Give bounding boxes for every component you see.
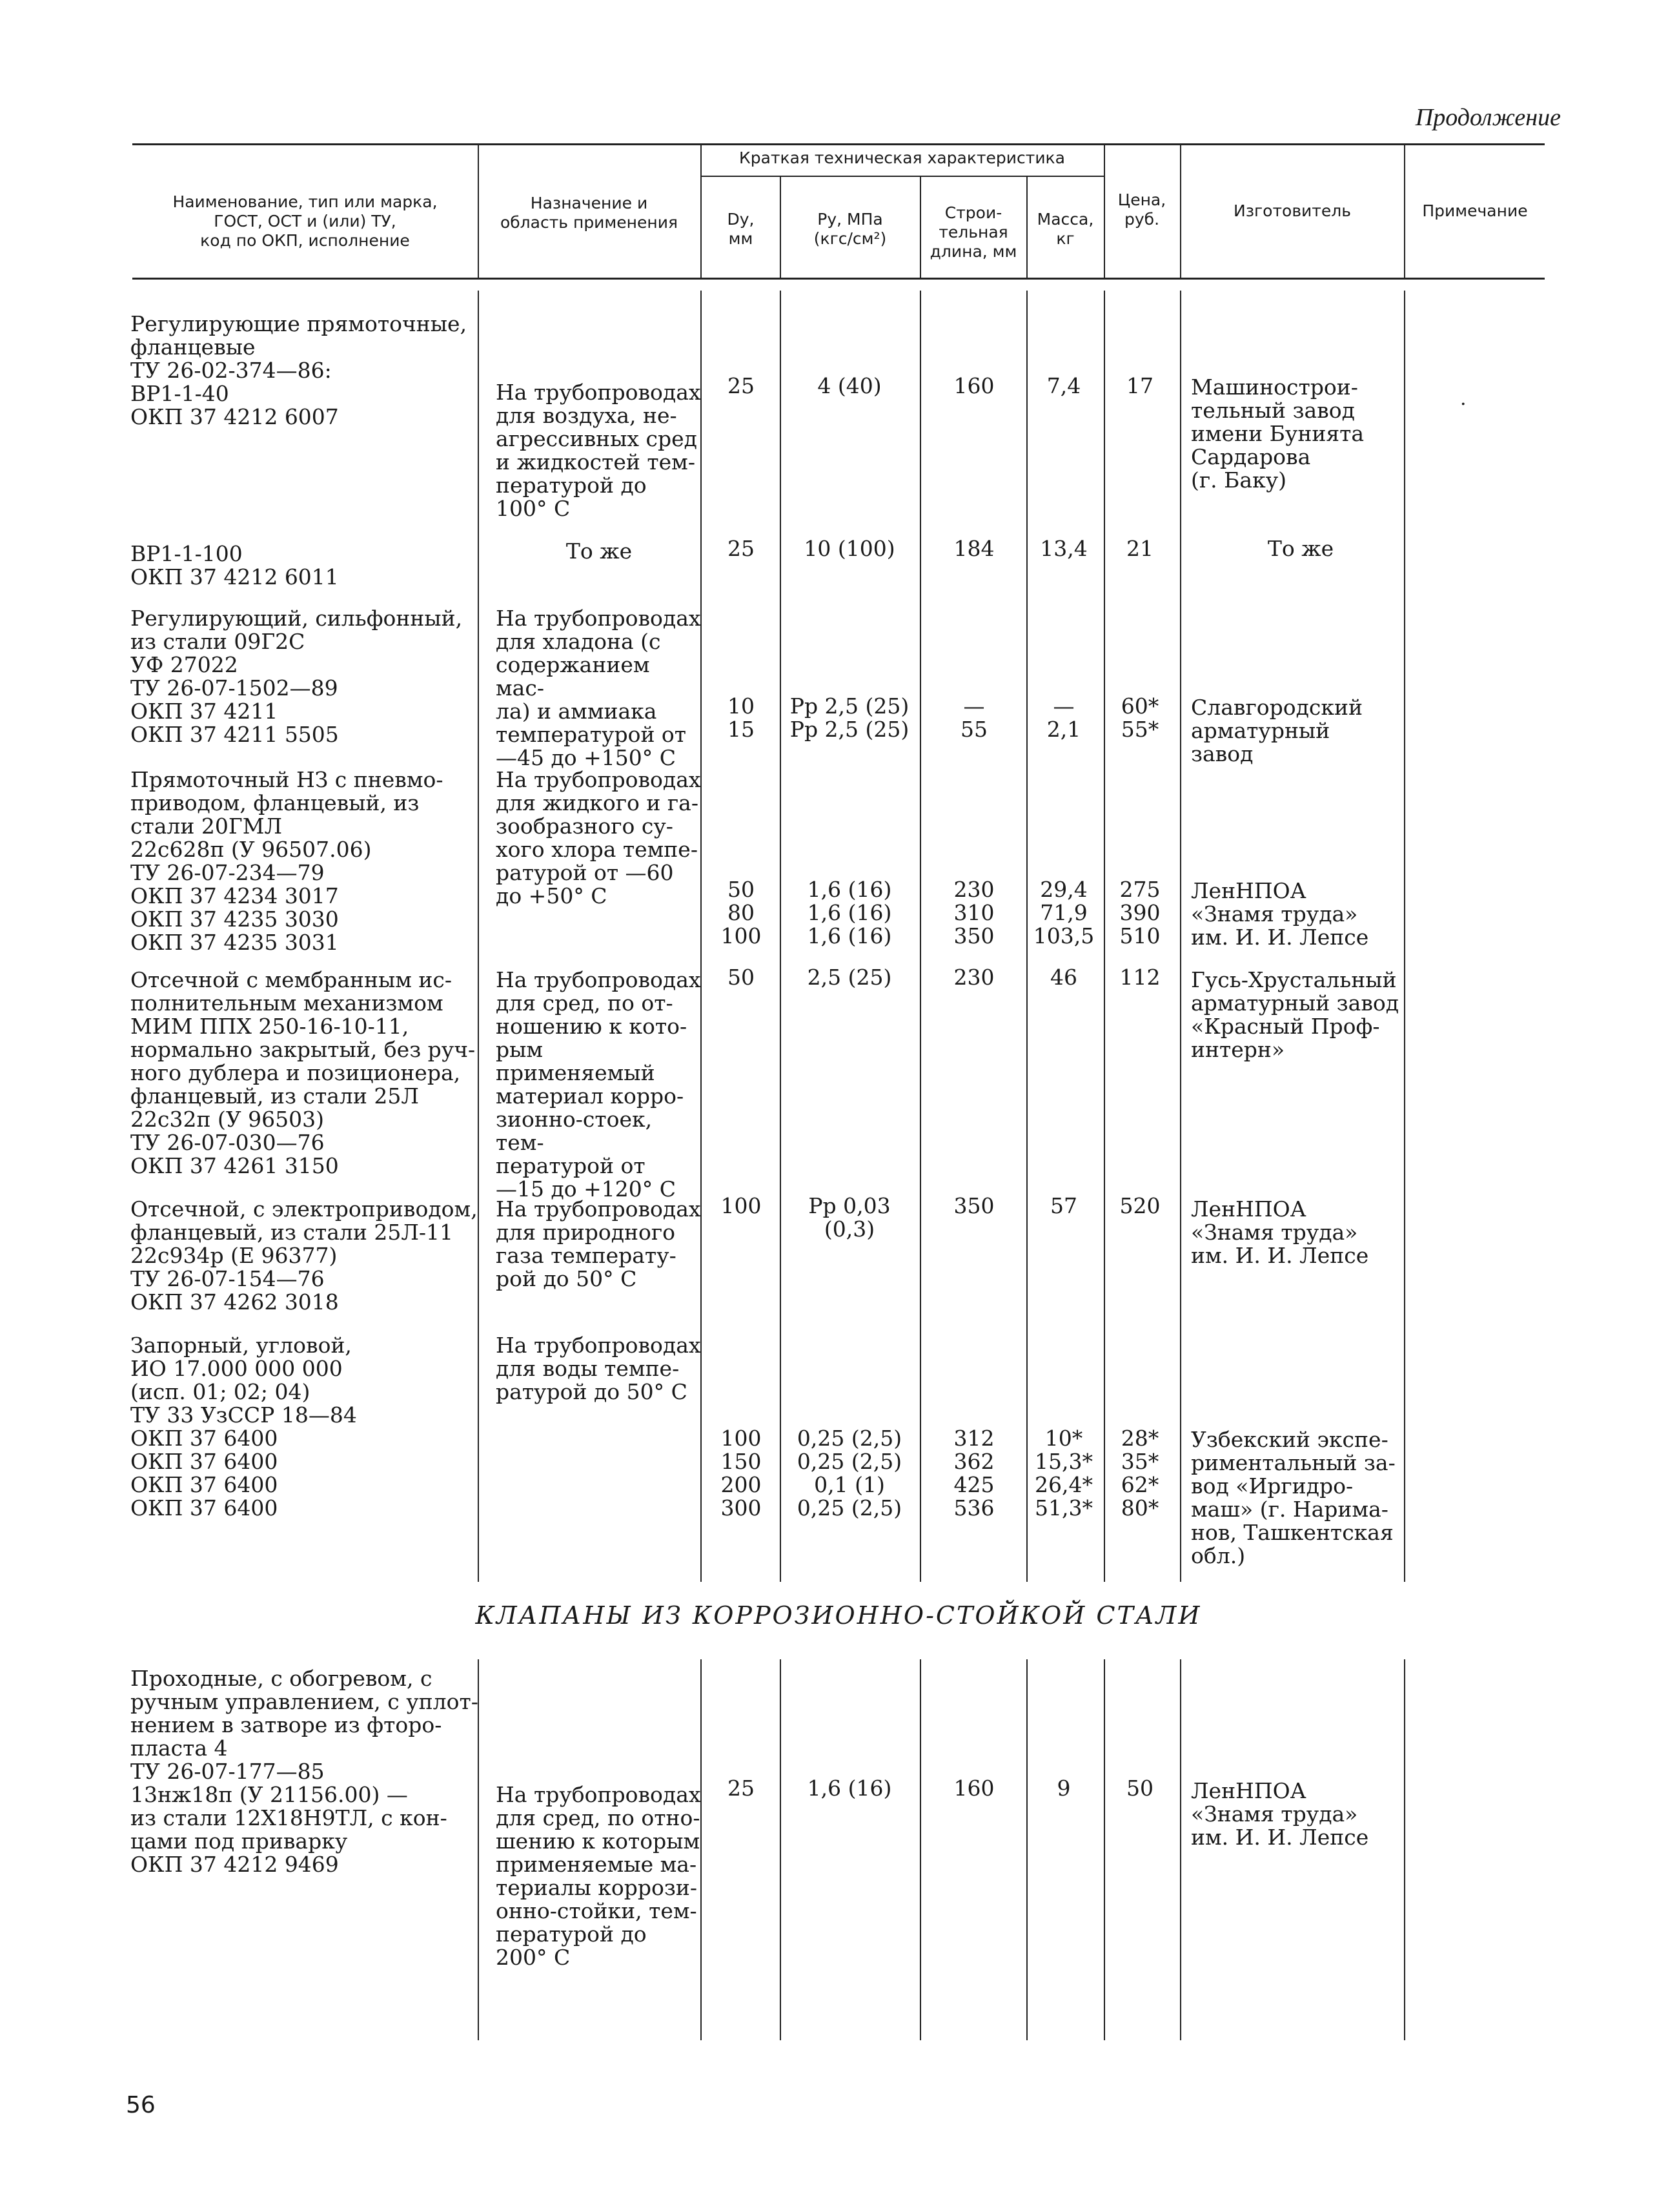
row-py: 2,5 (25) [807, 965, 892, 990]
row-price: 275 390 510 [1119, 877, 1161, 948]
header-price: Цена, руб. [1117, 190, 1166, 229]
stray-mark: . [1460, 387, 1467, 410]
column-divider [920, 291, 921, 1582]
row-dy: 25 [727, 1776, 755, 1801]
row-length: — 55 [960, 693, 988, 742]
row-purpose: На трубопроводах для воздуха, не- агрессивных сред и жидкостей тем- пературой до 100° С [496, 380, 701, 521]
row-mass: 13,4 [1040, 536, 1088, 561]
row-mass: 7,4 [1046, 373, 1081, 398]
row-name: Прямоточный НЗ с пневмо- приводом, фланцевый, из стали 20ГМЛ 22с628п (У 96507.06) ТУ 26-07-234—79 ОКП 37 4234 3017 ОКП 37 4235 3030 ОКП 37 4235 3031 [130, 767, 443, 955]
row-name: ВР1-1-100 ОКП 37 4212 6011 [130, 541, 339, 589]
row-name: Проходные, с обогревом, с ручным управлением, с уплот- нением в затворе из фторо- пласта 4 ТУ 26-07-177—85 13нж18п (У 21156.00) — из стали 12Х18Н9ТЛ, с кон- цами под приварку ОКП 37 4212 9469 [130, 1666, 478, 1877]
row-price: 28* 35* 62* 80* [1121, 1426, 1159, 1521]
row-length: 160 [953, 373, 995, 398]
row-purpose: На трубопроводах для воды темпе- ратурой до 50° С [496, 1333, 701, 1404]
header-divider [1404, 143, 1405, 278]
header-divider [1104, 143, 1105, 278]
row-mass: 29,4 71,9 103,5 [1033, 877, 1095, 948]
row-maker: ЛенНПОА «Знамя труда» им. И. И. Лепсе [1191, 1778, 1369, 1850]
row-price: 60* 55* [1121, 693, 1159, 742]
row-maker: ЛенНПОА «Знамя труда» им. И. И. Лепсе [1191, 878, 1369, 950]
header-divider [920, 176, 921, 278]
row-name: Отсечной с мембранным ис- полнительным механизмом МИМ ППХ 250-16-10-11, нормально закрытый, без руч- ного дублера и позиционера, фланцевый, из стали 25Л 22с32п (У 96503) ТУ 26-07-030—76 ОКП 37 4261 3150 [130, 967, 476, 1178]
column-divider [780, 1659, 781, 2040]
header-divider [478, 143, 479, 278]
header-py: Pу, МПа (кгс/см²) [813, 210, 887, 248]
row-maker: Славгородский арматурный завод [1191, 695, 1363, 766]
row-length: 184 [953, 536, 995, 561]
row-py: 1,6 (16) 1,6 (16) 1,6 (16) [807, 877, 892, 948]
row-purpose: На трубопроводах для сред, по от- ношению к кото- рым применяемый материал корро- зионно-стоек, тем- пературой от —15 до +120° С [496, 967, 701, 1202]
header-maker: Изготовитель [1234, 201, 1351, 220]
row-mass: 9 [1057, 1776, 1071, 1801]
header-name: Наименование, тип или марка, ГОСТ, ОСТ и (или) ТУ, код по ОКП, исполнение [172, 192, 438, 250]
header-mass: Масса, кг [1037, 210, 1094, 248]
column-divider [1104, 1659, 1105, 2040]
row-py: 0,25 (2,5) 0,25 (2,5) 0,1 (1) 0,25 (2,5) [797, 1426, 902, 1521]
row-dy: 100 [720, 1193, 762, 1218]
row-name: Отсечной, с электроприводом, фланцевый, из стали 25Л-11 22с934р (Е 96377) ТУ 26-07-154—76 ОКП 37 4262 3018 [130, 1196, 478, 1315]
header-length: Строи- тельная длина, мм [930, 203, 1017, 261]
row-dy: 25 [727, 373, 755, 398]
row-maker: Гусь-Хрустальный арматурный завод «Красный Проф- интерн» [1191, 967, 1399, 1062]
row-length: 230 [953, 965, 995, 990]
row-maker: Узбекский экспе- риментальный за- вод «Иргидро- маш» (г. Нарима- нов, Ташкентская обл.) [1191, 1427, 1396, 1568]
row-py: 1,6 (16) [807, 1776, 892, 1801]
row-mass: 57 [1050, 1193, 1077, 1218]
row-price: 17 [1126, 373, 1154, 398]
row-mass: 10* 15,3* 26,4* 51,3* [1035, 1426, 1093, 1521]
column-divider [1026, 1659, 1028, 2040]
row-price: 520 [1119, 1193, 1161, 1218]
row-price: 112 [1119, 965, 1161, 990]
header-divider [1026, 176, 1028, 278]
row-dy: 50 [727, 965, 755, 990]
row-length: 312 362 425 536 [953, 1426, 995, 1521]
row-name: Запорный, угловой, ИО 17.000 000 000 (исп. 01; 02; 04) ТУ 33 УзССР 18—84 ОКП 37 6400 ОКП 37 6400 ОКП 37 6400 ОКП 37 6400 [130, 1333, 357, 1521]
continuation-label: Продолжение [1415, 104, 1561, 131]
header-dy: Dу, мм [727, 210, 755, 248]
header-note: Примечание [1422, 201, 1528, 220]
row-length: 160 [953, 1776, 995, 1801]
row-maker: То же [1267, 536, 1334, 561]
row-length: 230 310 350 [953, 877, 995, 948]
row-py: 4 (40) [817, 373, 882, 398]
column-divider [1404, 1659, 1405, 2040]
row-purpose: На трубопроводах для природного газа температу- рой до 50° С [496, 1196, 701, 1291]
row-name: Регулирующий, сильфонный, из стали 09Г2С УФ 27022 ТУ 26-07-1502—89 ОКП 37 4211 ОКП 37 4211 5505 [130, 606, 463, 747]
header-tech-group: Краткая техническая характеристика [739, 148, 1065, 167]
row-purpose: То же [565, 538, 633, 564]
row-length: 350 [953, 1193, 995, 1218]
row-maker: ЛенНПОА «Знамя труда» им. И. И. Лепсе [1191, 1196, 1369, 1268]
page-number: 56 [126, 2092, 156, 2118]
row-py: Pр 2,5 (25) Pр 2,5 (25) [789, 693, 910, 742]
row-purpose: На трубопроводах для хладона (с содержанием мас- ла) и аммиака температурой от —45 до +150° С [496, 606, 701, 770]
header-divider [780, 176, 781, 278]
row-mass: — 2,1 [1046, 693, 1081, 742]
row-dy: 10 15 [727, 693, 755, 742]
row-maker: Машинострои- тельный завод имени Бунията Сардарова (г. Баку) [1191, 374, 1365, 493]
row-dy: 50 80 100 [720, 877, 762, 948]
header-rule-group [700, 176, 1104, 177]
column-divider [1180, 291, 1181, 1582]
row-dy: 100 150 200 300 [720, 1426, 762, 1521]
header-purpose: Назначение и область применения [500, 194, 678, 232]
row-purpose: На трубопроводах для сред, по отно- шению к которым применяемые ма- териалы коррози- онно-стойки, тем- пературой до 200° С [496, 1782, 701, 1970]
header-rule-bottom [132, 278, 1545, 280]
column-divider [920, 1659, 921, 2040]
row-py: Pр 0,03 (0,3) [808, 1193, 891, 1242]
row-purpose: На трубопроводах для жидкого и га- зообразного су- хого хлора темпе- ратурой от —60 до +50° С [496, 767, 701, 908]
header-divider [700, 143, 702, 278]
column-divider [1180, 1659, 1181, 2040]
row-dy: 25 [727, 536, 755, 561]
row-py: 10 (100) [804, 536, 895, 561]
row-price: 50 [1126, 1776, 1154, 1801]
row-price: 21 [1126, 536, 1154, 561]
header-rule-top [132, 143, 1545, 145]
row-mass: 46 [1050, 965, 1077, 990]
row-name: Регулирующие прямоточные, фланцевые ТУ 26-02-374—86: ВР1-1-40 ОКП 37 4212 6007 [130, 311, 467, 429]
section-title: КЛАПАНЫ ИЗ КОРРОЗИОННО-СТОЙКОЙ СТАЛИ [475, 1601, 1202, 1630]
header-divider [1180, 143, 1181, 278]
